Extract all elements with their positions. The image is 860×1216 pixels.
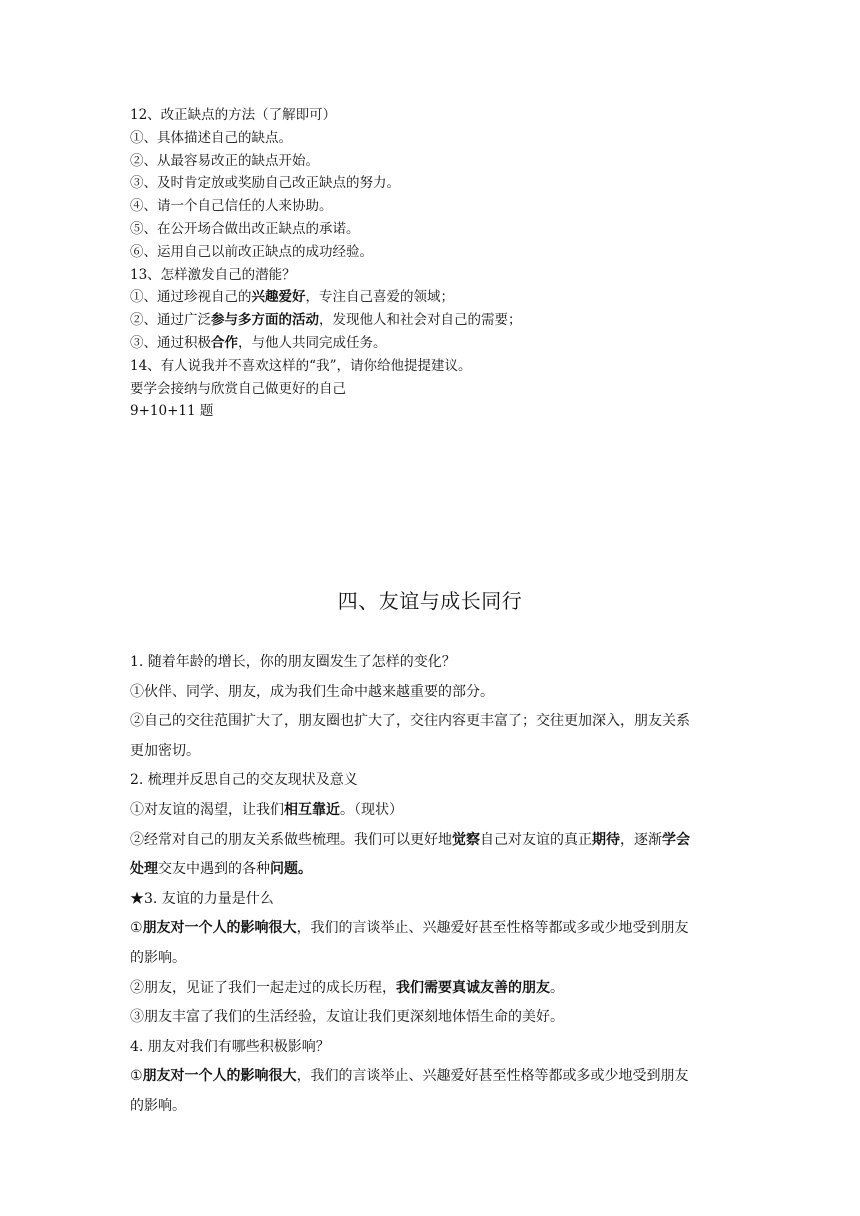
text-segment: 。: [550, 979, 564, 996]
bold-text: 兴趣爱好: [251, 289, 306, 306]
self-improvement-notes-line: [130, 241, 750, 264]
text-segment: ①对友谊的渴望，让我们: [130, 801, 284, 818]
text-segment: 14、有人说我并不喜欢这样的“我”，请你给他提提建议。: [130, 357, 472, 374]
friendship-notes-line: [130, 766, 732, 796]
bold-text: 处理: [130, 861, 158, 878]
text-segment: ⑤、在公开场合做出改正缺点的承诺。: [130, 220, 360, 237]
bold-text: 学会: [662, 831, 690, 848]
text-segment: ，与他人共同完成任务。: [238, 334, 387, 351]
friendship-notes-line: [130, 1003, 732, 1033]
self-improvement-notes-line: [130, 400, 750, 423]
text-segment: ★3. 友谊的力量是什么: [130, 890, 274, 907]
text-segment: 。（现状）: [340, 801, 403, 818]
self-improvement-notes-line: [130, 264, 750, 287]
text-segment: ②朋友，见证了我们一起走过的成长历程，: [130, 979, 396, 996]
friendship-notes-line: [130, 1033, 732, 1063]
text-segment: ②、通过广泛: [130, 312, 211, 329]
friendship-notes-line: [130, 1092, 732, 1122]
self-improvement-notes-line: [130, 172, 750, 195]
text-segment: ③、及时肯定放或奖励自己改正缺点的努力。: [130, 175, 400, 192]
text-segment: ，逐渐: [620, 831, 662, 848]
self-improvement-notes-line: [130, 378, 750, 401]
text-segment: 4. 朋友对我们有哪些积极影响？: [130, 1038, 330, 1055]
text-segment: ③、通过积极: [130, 334, 211, 351]
friendship-notes-line: [130, 885, 732, 915]
bold-text: 问题。: [270, 861, 312, 878]
self-improvement-notes-line: [130, 332, 750, 355]
self-improvement-notes-line: [130, 127, 750, 150]
section-heading: 四、友谊与成长同行: [337, 589, 523, 613]
self-improvement-notes-line: [130, 286, 750, 309]
text-segment: ，发现他人和社会对自己的需要；: [319, 312, 522, 329]
text-segment: 13、怎样激发自己的潜能？: [130, 266, 296, 283]
friendship-notes-line: [130, 974, 732, 1004]
text-segment: ，我们的言谈举止、兴趣爱好甚至性格等都或多或少地受到朋友: [296, 1068, 689, 1085]
friendship-notes-line: [130, 648, 732, 678]
bold-text: 觉察: [452, 831, 480, 848]
bold-text: 合作: [211, 334, 238, 351]
text-segment: 交友中遇到的各种: [158, 861, 270, 878]
bold-text: 相互靠近: [284, 801, 340, 818]
text-segment: 2. 梳理并反思自己的交友现状及意义: [130, 772, 358, 789]
self-improvement-notes-line: [130, 218, 750, 241]
bold-text: 期待: [592, 831, 620, 848]
self-improvement-notes-line: [130, 309, 750, 332]
bold-text: 参与多方面的活动: [211, 312, 319, 329]
text-segment: ②自己的交往范围扩大了，朋友圈也扩大了，交往内容更丰富了；交往更加深入，朋友关系: [130, 713, 690, 730]
friendship-notes-line: [130, 796, 732, 826]
text-segment: ，专注自己喜爱的领域；: [305, 289, 454, 306]
text-segment: ⑥、运用自己以前改正缺点的成功经验。: [130, 243, 373, 260]
text-segment: ③朋友丰富了我们的生活经验，友谊让我们更深刻地体悟生命的美好。: [130, 1009, 564, 1026]
friendship-notes: [130, 648, 732, 1122]
text-segment: ，我们的言谈举止、兴趣爱好甚至性格等都或多或少地受到朋友: [296, 920, 689, 937]
self-improvement-notes-line: [130, 355, 750, 378]
bold-text: 我们需要真诚友善的朋友: [396, 979, 550, 996]
friendship-notes-line: [130, 944, 732, 974]
text-segment: 的影响。: [130, 949, 186, 966]
text-segment: 自己对友谊的真正: [480, 831, 592, 848]
friendship-notes-line: [130, 826, 732, 856]
text-segment: ①、具体描述自己的缺点。: [130, 129, 292, 146]
friendship-notes-line: [130, 855, 732, 885]
text-segment: ②经常对自己的朋友关系做些梳理。我们可以更好地: [130, 831, 452, 848]
text-segment: 的影响。: [130, 1097, 186, 1114]
friendship-notes-line: [130, 737, 732, 767]
bold-text: 朋友对一个人的影响很大: [142, 920, 297, 937]
self-improvement-notes-line: [130, 150, 750, 173]
text-segment: 更加密切。: [130, 742, 200, 759]
text-segment: ①: [130, 1068, 143, 1085]
friendship-notes-line: [130, 707, 732, 737]
text-segment: ①、通过珍视自己的: [130, 289, 252, 306]
text-segment: ②、从最容易改正的缺点开始。: [130, 152, 319, 169]
friendship-notes-line: [130, 678, 732, 708]
self-improvement-notes-line: [130, 104, 750, 127]
text-segment: ④、请一个自己信任的人来协助。: [130, 198, 333, 215]
friendship-notes-line: [130, 914, 732, 944]
text-segment: ①伙伴、同学、朋友，成为我们生命中越来越重要的部分。: [130, 683, 494, 700]
text-segment: ①: [130, 920, 143, 937]
text-segment: 12、改正缺点的方法（了解即可）: [130, 107, 337, 123]
bold-text: 朋友对一个人的影响很大: [142, 1068, 297, 1085]
self-improvement-notes: [130, 104, 750, 423]
text-segment: 1. 随着年龄的增长，你的朋友圈发生了怎样的变化？: [130, 654, 456, 670]
self-improvement-notes-line: [130, 195, 750, 218]
friendship-notes-line: [130, 1062, 732, 1092]
text-segment: 9+10+11 题: [130, 403, 214, 420]
text-segment: 要学会接纳与欣赏自己做更好的自己: [130, 380, 346, 397]
